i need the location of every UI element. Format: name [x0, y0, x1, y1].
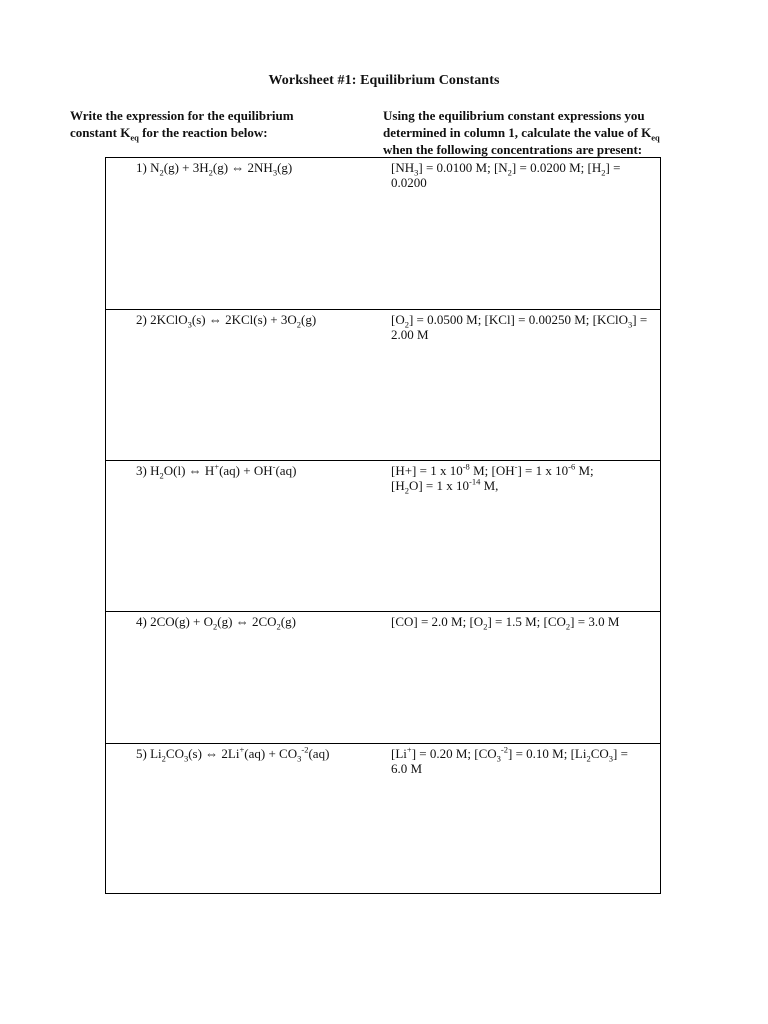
text-fragment: 2	[213, 621, 218, 632]
text-fragment: ] = 0.0100 M; [N	[418, 160, 508, 175]
text-fragment: (s) ⇔ 2KCl(s) + 3O	[191, 312, 297, 327]
text-fragment: [Li	[391, 746, 407, 761]
text-fragment: -2	[500, 744, 509, 755]
concentrations-1	[391, 160, 653, 190]
text-fragment: (aq) + CO	[244, 746, 298, 761]
text-fragment: ] = 0.0500 M; [KCl] = 0.00250 M; [KClO	[408, 312, 629, 327]
text-fragment: 4)	[136, 614, 147, 629]
text-fragment: [CO] = 2.0 M; [O	[391, 614, 484, 629]
text-fragment: 3	[297, 753, 302, 764]
text-fragment: (s) ⇔ 2Li	[188, 746, 240, 761]
table-row	[106, 460, 660, 611]
text-fragment: M; [OH	[469, 463, 515, 478]
reaction-1	[136, 160, 293, 178]
text-fragment: Li	[146, 746, 162, 761]
text-fragment: ] = 1.5 M; [CO	[487, 614, 566, 629]
text-fragment: (g) + 3H	[163, 160, 209, 175]
text-fragment: -8	[462, 461, 470, 472]
right-column-heading	[383, 107, 683, 158]
reaction-5	[136, 744, 330, 764]
text-fragment: 2	[404, 485, 409, 496]
text-fragment: 2	[276, 621, 281, 632]
text-fragment: 2	[208, 167, 213, 178]
text-fragment: 2KClO	[146, 312, 188, 327]
text-fragment: [H+] = 1 x 10	[391, 463, 463, 478]
table-row	[106, 309, 660, 460]
text-fragment: -6	[568, 461, 576, 472]
text-fragment: O] = 1 x 10	[408, 478, 470, 493]
text-fragment: (aq) + OH	[219, 463, 273, 478]
text-fragment: ] = 3.0 M	[570, 614, 620, 629]
text-fragment: ] =	[632, 312, 648, 327]
text-fragment: (g)	[280, 614, 296, 629]
text-fragment: +	[214, 461, 220, 472]
text-fragment: -	[514, 461, 518, 472]
reaction-4	[136, 614, 296, 632]
text-fragment: N	[146, 160, 160, 175]
text-fragment: 3	[187, 319, 192, 330]
text-fragment: 2	[483, 621, 488, 632]
text-fragment: ] = 0.10 M; [Li	[508, 746, 587, 761]
text-fragment: [NH	[391, 160, 415, 175]
left-column-heading	[70, 107, 340, 141]
text-fragment: 0.0200	[391, 175, 427, 190]
text-fragment: ] =	[605, 160, 621, 175]
table-row	[106, 743, 660, 893]
table-row	[106, 158, 660, 309]
concentrations-3	[391, 461, 653, 496]
text-fragment: (g) ⇔ 2CO	[217, 614, 277, 629]
text-fragment: 3	[414, 167, 419, 178]
text-fragment: CO	[590, 746, 609, 761]
text-fragment: [H	[391, 478, 405, 493]
text-fragment: O(l) ⇔ H	[163, 463, 215, 478]
text-fragment: eq	[130, 132, 139, 143]
text-fragment: M;	[575, 463, 594, 478]
text-fragment: for the reaction below:	[138, 125, 268, 140]
text-fragment: ] = 0.20 M; [CO	[411, 746, 497, 761]
worksheet-title: Worksheet #1: Equilibrium Constants	[268, 73, 500, 88]
text-fragment: 2	[586, 753, 591, 764]
concentrations-2	[391, 312, 653, 342]
text-fragment: (aq)	[308, 746, 330, 761]
text-fragment: (g) ⇔ 2NH	[212, 160, 273, 175]
text-fragment: determined in column 1, calculate the value of K	[383, 125, 652, 140]
concentrations-4	[391, 614, 653, 632]
text-fragment: 3	[496, 753, 501, 764]
text-fragment: 3	[628, 319, 633, 330]
reaction-3	[136, 461, 297, 481]
table-row	[106, 611, 660, 743]
text-fragment: [O	[391, 312, 405, 327]
text-fragment: 3	[272, 167, 278, 178]
text-fragment: 2	[565, 621, 571, 632]
text-fragment: Using the equilibrium constant expressions you	[383, 108, 645, 123]
text-fragment: 6.0 M	[391, 761, 423, 776]
text-fragment: 5)	[136, 746, 147, 761]
text-fragment: (aq)	[275, 463, 297, 478]
text-fragment: +	[406, 744, 412, 755]
text-fragment: 2	[161, 753, 166, 764]
text-fragment: Write the expression for the equilibrium	[70, 108, 294, 123]
text-fragment: 3	[608, 753, 614, 764]
text-fragment: 2	[507, 167, 512, 178]
text-fragment: CO	[165, 746, 184, 761]
text-fragment: (g)	[277, 160, 293, 175]
text-fragment: 2.00 M	[391, 327, 429, 342]
text-fragment: 2	[296, 319, 301, 330]
text-fragment: -14	[469, 476, 481, 487]
text-fragment: 2CO(g) + O	[146, 614, 214, 629]
text-fragment: 2	[159, 167, 164, 178]
text-fragment: 2)	[136, 312, 147, 327]
concentrations-5	[391, 746, 653, 776]
text-fragment: 2	[601, 167, 606, 178]
text-fragment: eq	[651, 132, 660, 143]
text-fragment: when the following concentrations are present:	[383, 142, 643, 157]
text-fragment: +	[239, 744, 245, 755]
text-fragment: 3)	[136, 463, 147, 478]
text-fragment: -2	[301, 744, 309, 755]
reaction-2	[136, 312, 317, 330]
text-fragment: ] = 1 x 10	[517, 463, 569, 478]
text-fragment: 3	[183, 753, 189, 764]
text-fragment: 2	[159, 470, 164, 481]
text-fragment: (g)	[300, 312, 317, 327]
text-fragment: ] =	[613, 746, 628, 761]
text-fragment: 1)	[136, 160, 147, 175]
text-fragment: constant K	[70, 125, 131, 140]
worksheet-table	[105, 157, 661, 894]
text-fragment: ] = 0.0200 M; [H	[511, 160, 602, 175]
text-fragment: -	[272, 461, 276, 472]
text-fragment: M,	[480, 478, 499, 493]
text-fragment: H	[146, 463, 160, 478]
text-fragment: 2	[404, 319, 409, 330]
